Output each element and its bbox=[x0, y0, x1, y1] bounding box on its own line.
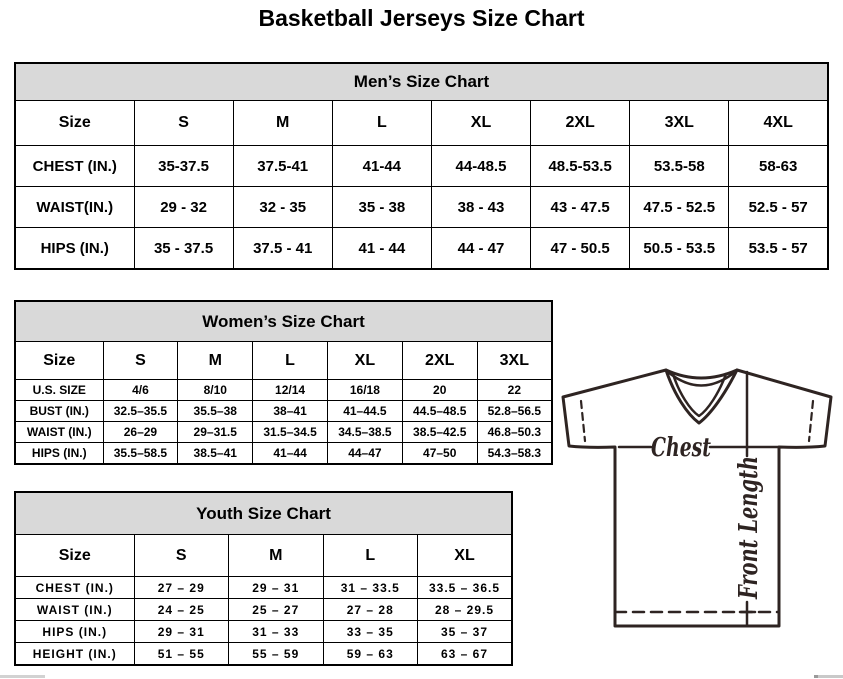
table-cell: 53.5 - 57 bbox=[729, 228, 828, 270]
table-cell: 38.5–42.5 bbox=[402, 422, 477, 443]
table-header-row bbox=[15, 342, 552, 380]
table-cell: 37.5-41 bbox=[233, 146, 332, 187]
column-header: 2XL bbox=[531, 101, 630, 146]
row-label: HIPS (IN.) bbox=[15, 443, 103, 465]
table-cell: 44 - 47 bbox=[431, 228, 530, 270]
table-header-row bbox=[15, 535, 512, 577]
column-header: M bbox=[233, 101, 332, 146]
table-row bbox=[15, 380, 552, 401]
table-cell: 41–44 bbox=[253, 443, 328, 465]
column-header: 3XL bbox=[477, 342, 552, 380]
youth-size-chart-table bbox=[14, 491, 513, 666]
page-title: Basketball Jerseys Size Chart bbox=[258, 5, 585, 31]
table-cell: 29 - 32 bbox=[134, 187, 233, 228]
table-row bbox=[15, 643, 512, 666]
chest-label: Chest bbox=[651, 433, 711, 463]
table-cell: 51 – 55 bbox=[134, 643, 229, 666]
table-cell: 35 - 37.5 bbox=[134, 228, 233, 270]
horizontal-scrollbar-left-fragment[interactable] bbox=[0, 675, 45, 678]
table-row bbox=[15, 422, 552, 443]
column-header: M bbox=[229, 535, 324, 577]
table-band-row bbox=[15, 492, 512, 535]
column-header: S bbox=[134, 101, 233, 146]
table-row bbox=[15, 599, 512, 621]
scrollbar-thumb-edge bbox=[814, 675, 818, 678]
table-cell: 47.5 - 52.5 bbox=[630, 187, 729, 228]
column-header: L bbox=[323, 535, 418, 577]
table-cell: 44-48.5 bbox=[431, 146, 530, 187]
row-label: CHEST (IN.) bbox=[15, 146, 134, 187]
table-cell: 38 - 43 bbox=[431, 187, 530, 228]
column-header: XL bbox=[418, 535, 513, 577]
column-header: 3XL bbox=[630, 101, 729, 146]
table-cell: 4/6 bbox=[103, 380, 178, 401]
column-header: 2XL bbox=[402, 342, 477, 380]
jersey-measurement-diagram bbox=[558, 366, 840, 644]
table-cell: 50.5 - 53.5 bbox=[630, 228, 729, 270]
table-cell: 29–31.5 bbox=[178, 422, 253, 443]
column-header: 4XL bbox=[729, 101, 828, 146]
table-cell: 52.5 - 57 bbox=[729, 187, 828, 228]
table-cell: 27 – 28 bbox=[323, 599, 418, 621]
table-band-row bbox=[15, 301, 552, 342]
table-cell: 35.5–38 bbox=[178, 401, 253, 422]
table-cell: 25 – 27 bbox=[229, 599, 324, 621]
womens-table-title: Women’s Size Chart bbox=[15, 301, 552, 342]
table-cell: 37.5 - 41 bbox=[233, 228, 332, 270]
table-cell: 35-37.5 bbox=[134, 146, 233, 187]
table-cell: 38–41 bbox=[253, 401, 328, 422]
column-header: M bbox=[178, 342, 253, 380]
table-cell: 29 – 31 bbox=[134, 621, 229, 643]
table-cell: 35 – 37 bbox=[418, 621, 513, 643]
table-row bbox=[15, 187, 828, 228]
table-cell: 44–47 bbox=[327, 443, 402, 465]
youth-table-title: Youth Size Chart bbox=[15, 492, 512, 535]
table-row bbox=[15, 443, 552, 465]
column-header: Size bbox=[15, 101, 134, 146]
table-cell: 31.5–34.5 bbox=[253, 422, 328, 443]
column-header: XL bbox=[431, 101, 530, 146]
table-cell: 12/14 bbox=[253, 380, 328, 401]
table-cell: 41–44.5 bbox=[327, 401, 402, 422]
row-label: WAIST (IN.) bbox=[15, 422, 103, 443]
front-length-label: Front Length bbox=[734, 407, 764, 599]
mens-size-chart-table bbox=[14, 62, 829, 270]
table-cell: 38.5–41 bbox=[178, 443, 253, 465]
table-cell: 24 – 25 bbox=[134, 599, 229, 621]
table-cell: 20 bbox=[402, 380, 477, 401]
table-cell: 31 – 33.5 bbox=[323, 577, 418, 599]
table-row bbox=[15, 146, 828, 187]
column-header: L bbox=[253, 342, 328, 380]
column-header: S bbox=[134, 535, 229, 577]
table-band-row bbox=[15, 63, 828, 101]
table-cell: 59 – 63 bbox=[323, 643, 418, 666]
column-header: XL bbox=[327, 342, 402, 380]
table-cell: 33 – 35 bbox=[323, 621, 418, 643]
table-cell: 48.5-53.5 bbox=[531, 146, 630, 187]
table-cell: 32.5–35.5 bbox=[103, 401, 178, 422]
table-cell: 31 – 33 bbox=[229, 621, 324, 643]
table-cell: 35.5–58.5 bbox=[103, 443, 178, 465]
table-cell: 58-63 bbox=[729, 146, 828, 187]
horizontal-scrollbar-right-fragment[interactable] bbox=[814, 675, 843, 678]
table-cell: 27 – 29 bbox=[134, 577, 229, 599]
table-cell: 55 – 59 bbox=[229, 643, 324, 666]
table-cell: 33.5 – 36.5 bbox=[418, 577, 513, 599]
row-label: CHEST (IN.) bbox=[15, 577, 134, 599]
row-label: HEIGHT (IN.) bbox=[15, 643, 134, 666]
column-header: L bbox=[332, 101, 431, 146]
table-cell: 35 - 38 bbox=[332, 187, 431, 228]
table-row bbox=[15, 621, 512, 643]
table-row bbox=[15, 401, 552, 422]
row-label: U.S. SIZE bbox=[15, 380, 103, 401]
table-cell: 53.5-58 bbox=[630, 146, 729, 187]
column-header: Size bbox=[15, 535, 134, 577]
table-header-row bbox=[15, 101, 828, 146]
table-cell: 44.5–48.5 bbox=[402, 401, 477, 422]
table-cell: 26–29 bbox=[103, 422, 178, 443]
column-header: Size bbox=[15, 342, 103, 380]
table-cell: 63 – 67 bbox=[418, 643, 513, 666]
row-label: WAIST (IN.) bbox=[15, 599, 134, 621]
table-cell: 29 – 31 bbox=[229, 577, 324, 599]
row-label: HIPS (IN.) bbox=[15, 621, 134, 643]
table-cell: 32 - 35 bbox=[233, 187, 332, 228]
table-cell: 16/18 bbox=[327, 380, 402, 401]
table-cell: 47 - 50.5 bbox=[531, 228, 630, 270]
table-cell: 52.8–56.5 bbox=[477, 401, 552, 422]
table-cell: 34.5–38.5 bbox=[327, 422, 402, 443]
table-row bbox=[15, 228, 828, 270]
table-cell: 41 - 44 bbox=[332, 228, 431, 270]
table-cell: 8/10 bbox=[178, 380, 253, 401]
table-cell: 54.3–58.3 bbox=[477, 443, 552, 465]
jersey-outline bbox=[563, 370, 831, 626]
table-cell: 22 bbox=[477, 380, 552, 401]
row-label: HIPS (IN.) bbox=[15, 228, 134, 270]
table-row bbox=[15, 577, 512, 599]
table-cell: 28 – 29.5 bbox=[418, 599, 513, 621]
table-cell: 47–50 bbox=[402, 443, 477, 465]
table-cell: 41-44 bbox=[332, 146, 431, 187]
table-cell: 46.8–50.3 bbox=[477, 422, 552, 443]
row-label: BUST (IN.) bbox=[15, 401, 103, 422]
row-label: WAIST(IN.) bbox=[15, 187, 134, 228]
mens-table-title: Men’s Size Chart bbox=[15, 63, 828, 101]
table-cell: 43 - 47.5 bbox=[531, 187, 630, 228]
womens-size-chart-table bbox=[14, 300, 553, 465]
column-header: S bbox=[103, 342, 178, 380]
